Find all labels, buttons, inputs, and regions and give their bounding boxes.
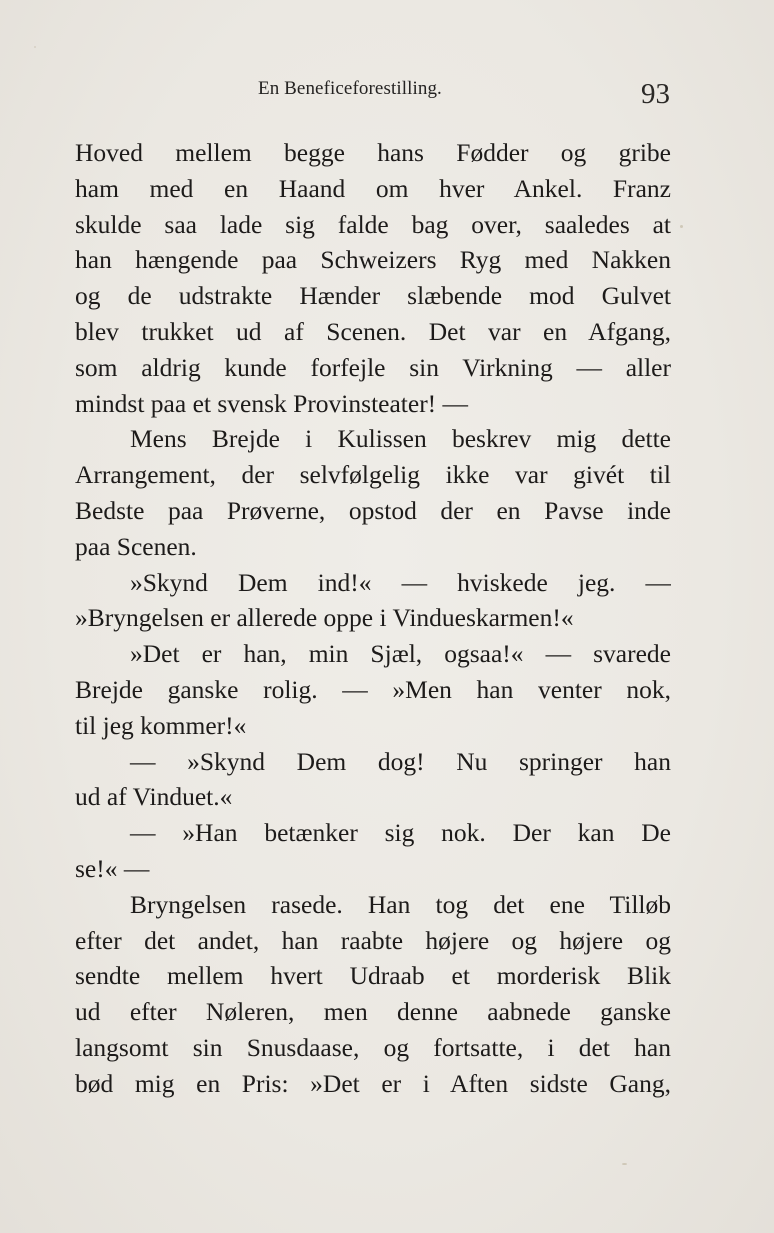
text-line: ud af Vinduet.« — [75, 782, 233, 812]
text-line: bød mig en Pris: »Det er i Aften sidste Gang, — [75, 1068, 671, 1098]
paper-speck — [680, 225, 683, 228]
text-line: ham med en Haand om hver Ankel. Franz — [75, 173, 671, 203]
text-line: mindst paa et svensk Provinsteater! — — [75, 388, 469, 418]
text-line: sendte mellem hvert Udraab et morderisk Blik — [75, 961, 671, 991]
text-line: og de udstrakte Hænder slæbende mod Gulvet — [75, 281, 671, 311]
text-line: Bedste paa Prøverne, opstod der en Pavse inde — [75, 495, 671, 525]
paper-speck — [622, 1163, 627, 1165]
paper-speck — [34, 46, 36, 48]
text-line: paa Scenen. — [75, 531, 197, 561]
text-line: Mens Brejde i Kulissen beskrev mig dette — [130, 424, 671, 454]
text-line: Brejde ganske rolig. — »Men han venter nok, — [75, 674, 671, 704]
text-line: — »Skynd Dem dog! Nu springer han — [130, 746, 671, 776]
text-line: langsomt sin Snusdaase, og fortsatte, i det han — [75, 1032, 671, 1062]
text-line: til jeg kommer!« — [75, 710, 247, 740]
text-line: efter det andet, han raabte højere og højere og — [75, 925, 671, 955]
text-line: se!« — — [75, 853, 150, 883]
text-line: som aldrig kunde forfejle sin Virkning — aller — [75, 352, 671, 382]
text-line: Bryngelsen rasede. Han tog det ene Tilløb — [130, 889, 671, 919]
text-line: ud efter Nøleren, men denne aabnede ganske — [75, 997, 671, 1027]
text-line: »Det er han, min Sjæl, ogsaa!« — svarede — [130, 639, 671, 669]
page-header — [0, 76, 774, 110]
text-line: Hoved mellem begge hans Fødder og gribe — [75, 138, 671, 167]
text-line: — »Han betænker sig nok. Der kan De — [130, 818, 671, 848]
text-line: han hængende paa Schweizers Ryg med Nakken — [75, 245, 671, 275]
running-head: En Beneficeforestilling. — [258, 78, 442, 99]
text-line: blev trukket ud af Scenen. Det var en Afgang, — [75, 316, 671, 346]
body-text — [75, 135, 671, 1102]
text-line: »Bryngelsen er allerede oppe i Vindueskarmen!« — [75, 603, 574, 633]
page-number: 93 — [641, 78, 670, 110]
text-line: »Skynd Dem ind!« — hviskede jeg. — — [130, 567, 671, 597]
text-line: Arrangement, der selvfølgelig ikke var givét til — [75, 460, 671, 490]
text-line: skulde saa lade sig falde bag over, saaledes at — [75, 209, 671, 239]
